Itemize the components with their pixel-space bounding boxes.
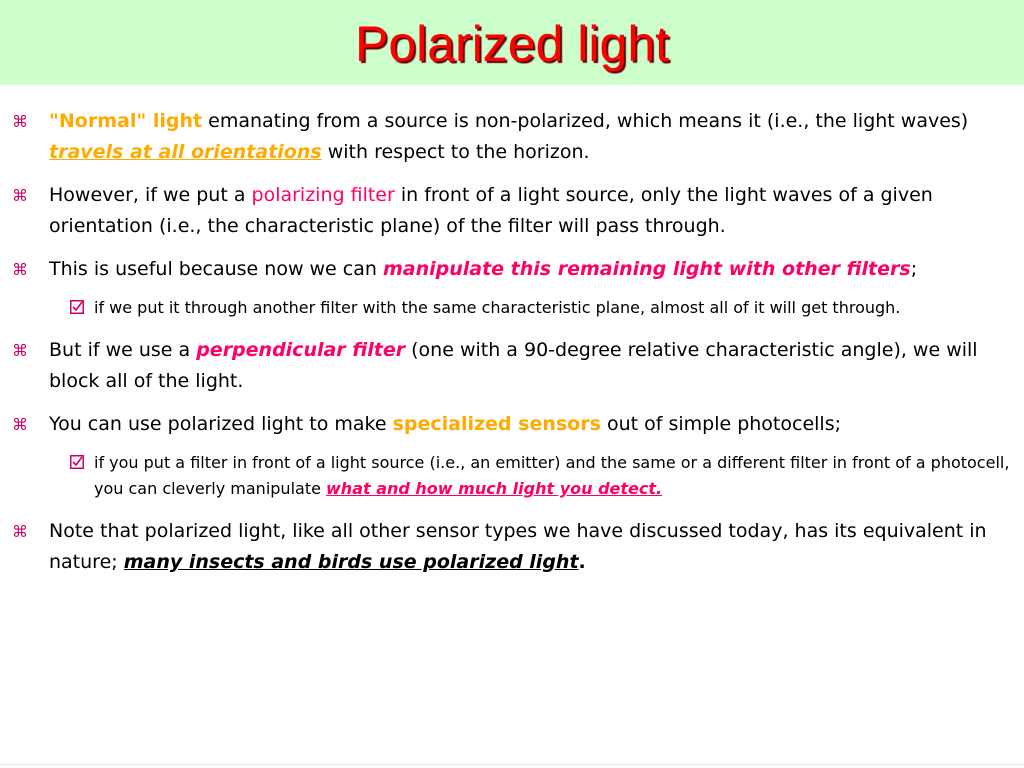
bullet-text: (one with a 90-degree relative characteristic angle), we will block all of the light. [49, 339, 978, 392]
checkbox-icon [70, 455, 84, 469]
bullet-text: specialized sensors [392, 413, 601, 435]
bullet-text: . [578, 551, 586, 573]
bullet-item [8, 409, 1016, 440]
command-key-icon: ⌘ [12, 260, 28, 279]
bullet-text: perpendicular filter [196, 339, 406, 361]
command-key-icon: ⌘ [12, 112, 28, 131]
command-key-icon: ⌘ [12, 522, 28, 541]
bullet-text: You can use polarized light to make [49, 413, 393, 435]
sub-bullet-text: if we put it through another filter with the same characteristic plane, almost all of it will get through. [94, 298, 901, 317]
bullet-text: out of simple photocells; [600, 413, 842, 435]
sub-bullet-item [8, 295, 1016, 321]
bullet-text: "Normal" light [49, 110, 203, 132]
command-key-icon: ⌘ [12, 186, 28, 205]
sub-bullet-text: what and how much light you detect. [326, 479, 663, 498]
bullet-item [8, 516, 1016, 578]
bullet-text: polarizing filter [251, 184, 395, 206]
bullet-list [8, 106, 1016, 590]
bullet-text: in front of a light source, only the light waves of a given orientation (i.e., the characteristic plane) of the filter will pass through. [49, 184, 933, 237]
checkbox-icon [70, 300, 84, 314]
sub-bullet-item [8, 450, 1016, 502]
bullet-text: with respect to the horizon. [321, 141, 590, 163]
bullet-item [8, 106, 1016, 168]
bullet-text: ; [910, 258, 918, 280]
bullet-text: However, if we put a [49, 184, 252, 206]
footer-divider [0, 764, 1024, 765]
bullet-text: travels at all orientations [49, 141, 322, 163]
bullet-text: Note that polarized light, like all other sensor types we have discussed today, has its equivalent in nature; [49, 520, 987, 573]
bullet-text: But if we use a [49, 339, 197, 361]
command-key-icon: ⌘ [12, 415, 28, 434]
bullet-item [8, 254, 1016, 285]
bullet-text: manipulate this remaining light with other filters [382, 258, 911, 280]
bullet-text: emanating from a source is non-polarized, which means it (i.e., the light waves) [202, 110, 969, 132]
command-key-icon: ⌘ [12, 341, 28, 360]
bullet-item [8, 335, 1016, 397]
slide-title: Polarized light [354, 16, 670, 72]
bullet-item [8, 180, 1016, 242]
bullet-text: This is useful because now we can [49, 258, 383, 280]
bullet-text: many insects and birds use polarized light [123, 551, 579, 573]
sub-bullet-text: if you put a filter in front of a light source (i.e., an emitter) and the same or a different filter in front of a photocell, you can cleverly manipulate [94, 453, 1010, 498]
